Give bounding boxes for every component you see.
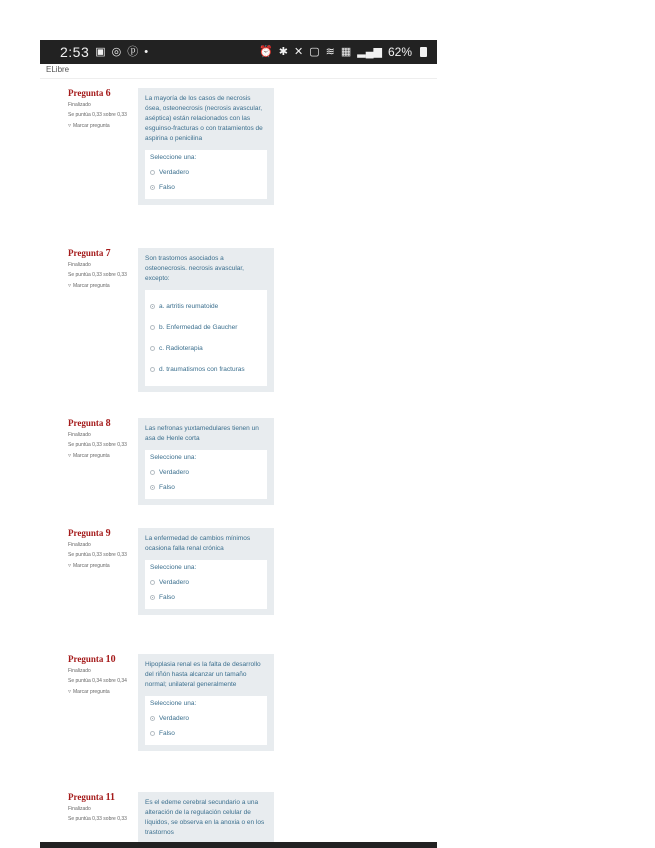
wifi-icon: ≋ xyxy=(325,45,335,58)
radio-button-checked[interactable] xyxy=(150,304,155,309)
flag-question-link[interactable]: ▿ Marcar pregunta xyxy=(68,563,110,569)
question-title: Pregunta 6 xyxy=(68,88,111,99)
option-verdadero[interactable]: Verdadero xyxy=(150,165,262,180)
question-grade: Se puntúa 0,33 sobre 0,33 xyxy=(68,272,127,278)
option-falso[interactable]: Falso xyxy=(150,590,262,605)
radio-button[interactable] xyxy=(150,367,155,372)
flag-icon: ▿ xyxy=(68,563,72,569)
question-state: Finalizado xyxy=(68,806,91,812)
radio-button[interactable] xyxy=(150,580,155,585)
question-title: Pregunta 8 xyxy=(68,418,111,429)
battery-icon xyxy=(420,47,427,57)
option-falso[interactable]: Falso xyxy=(150,180,262,195)
flag-icon: ▿ xyxy=(68,689,72,695)
question-info xyxy=(68,418,134,460)
question-state: Finalizado xyxy=(68,542,91,548)
question-info xyxy=(68,248,134,290)
question-number: 7 xyxy=(105,248,111,259)
question-text: La mayoría de los casos de necrosis ósea, osteonecrosis (necrosis avascular, aséptica) están relacionados con las esguinso-fracturas o con tratamientos de aspirina o penicilina xyxy=(145,95,263,142)
lock-icon: ▢ xyxy=(309,45,320,58)
status-bar xyxy=(40,40,437,64)
radio-button-checked[interactable] xyxy=(150,716,155,721)
answer-box xyxy=(145,560,267,609)
answer-prompt: Seleccione una: xyxy=(150,454,197,461)
battery-percentage: 62% xyxy=(387,45,412,59)
option-b[interactable]: b. Enfermedad de Gaucher xyxy=(150,317,262,338)
mute-icon: ✕ xyxy=(294,45,304,58)
flag-icon: ▿ xyxy=(68,283,72,289)
question-state: Finalizado xyxy=(68,668,91,674)
question-grade: Se puntúa 0,33 sobre 0,33 xyxy=(68,442,127,448)
question-content xyxy=(138,248,274,392)
question-title: Pregunta 7 xyxy=(68,248,111,259)
flag-question-link[interactable]: ▿ Marcar pregunta xyxy=(68,283,110,289)
radio-button[interactable] xyxy=(150,170,155,175)
question-info xyxy=(68,792,134,823)
flag-question-link[interactable]: ▿ Marcar pregunta xyxy=(68,689,110,695)
question-info xyxy=(68,654,134,696)
pinterest-icon: ⓟ xyxy=(127,45,139,58)
radio-button-checked[interactable] xyxy=(150,185,155,190)
question-text: Hipoplasia renal es la falta de desarrollo del riñón hasta alcanzar un tamaño normal; unilateral generalmente xyxy=(145,661,261,688)
option-falso[interactable]: Falso xyxy=(150,480,262,495)
lte-icon: ▦ xyxy=(340,45,352,58)
flag-icon: ▿ xyxy=(68,123,72,129)
option-c[interactable]: c. Radioterapia xyxy=(150,338,262,359)
question-state: Finalizado xyxy=(68,432,91,438)
option-verdadero[interactable]: Verdadero xyxy=(150,465,262,480)
answer-box xyxy=(145,450,267,499)
question-content xyxy=(138,528,274,615)
question-number: 9 xyxy=(105,528,111,539)
answer-box xyxy=(145,290,267,386)
radio-button[interactable] xyxy=(150,470,155,475)
radio-button[interactable] xyxy=(150,731,155,736)
bluetooth-icon: ✱ xyxy=(278,45,288,58)
question-grade: Se puntúa 0,34 sobre 0,34 xyxy=(68,678,127,684)
whatsapp-icon: ◎ xyxy=(111,45,122,58)
alarm-icon: ⏰ xyxy=(259,45,273,58)
option-verdadero[interactable]: Verdadero xyxy=(150,711,262,726)
site-name[interactable]: ELibre xyxy=(46,65,70,74)
question-number: 10 xyxy=(105,654,116,665)
option-d[interactable]: d. traumatismos con fracturas xyxy=(150,359,262,380)
question-title: Pregunta 11 xyxy=(68,792,116,803)
radio-button[interactable] xyxy=(150,325,155,330)
question-content xyxy=(138,792,274,848)
question-info xyxy=(68,88,134,130)
question-title: Pregunta 10 xyxy=(68,654,116,665)
question-number: 6 xyxy=(105,88,111,99)
answer-box xyxy=(145,150,267,199)
question-content xyxy=(138,418,274,505)
question-number: 11 xyxy=(105,792,116,803)
radio-button[interactable] xyxy=(150,346,155,351)
question-content xyxy=(138,88,274,205)
option-falso[interactable]: Falso xyxy=(150,726,262,741)
answer-prompt: Seleccione una: xyxy=(150,564,197,571)
answer-box xyxy=(145,696,267,745)
question-state: Finalizado xyxy=(68,262,91,268)
navigation-bar xyxy=(40,842,437,848)
flag-icon: ▿ xyxy=(68,453,72,459)
image-icon: ▣ xyxy=(95,45,106,58)
flag-question-link[interactable]: ▿ Marcar pregunta xyxy=(68,123,110,129)
question-text: Es el edeme cerebral secundario a una alteración de la regulación celular de líquidos, se observa en la anoxia o en los trastornos xyxy=(145,799,265,836)
question-grade: Se puntúa 0,33 sobre 0,33 xyxy=(68,552,127,558)
signal-icon: ▂▄▆ xyxy=(357,45,382,58)
dot-icon: • xyxy=(144,45,149,58)
question-content xyxy=(138,654,274,751)
question-text: Las nefronas yuxtamedulares tienen un asa de Henle corta xyxy=(145,425,259,442)
question-title: Pregunta 9 xyxy=(68,528,111,539)
question-info xyxy=(68,528,134,570)
option-verdadero[interactable]: Verdadero xyxy=(150,575,262,590)
status-time: 2:53 xyxy=(60,44,90,60)
radio-button-checked[interactable] xyxy=(150,595,155,600)
question-grade: Se puntúa 0,33 sobre 0,33 xyxy=(68,112,127,118)
header-divider xyxy=(40,78,437,79)
option-a[interactable]: a. artritis reumatoide xyxy=(150,296,262,317)
question-text: Son trastornos asociados a osteonecrosis. necrosis avascular, excepto: xyxy=(145,255,244,282)
flag-question-link[interactable]: ▿ Marcar pregunta xyxy=(68,453,110,459)
question-number: 8 xyxy=(105,418,111,429)
question-grade: Se puntúa 0,33 sobre 0,33 xyxy=(68,816,127,822)
radio-button-checked[interactable] xyxy=(150,485,155,490)
question-text: La enfermedad de cambios mínimos ocasiona falla renal crónica xyxy=(145,535,251,552)
answer-prompt: Seleccione una: xyxy=(150,700,197,707)
phone-screen xyxy=(40,40,437,848)
question-state: Finalizado xyxy=(68,102,91,108)
answer-prompt: Seleccione una: xyxy=(150,154,197,161)
